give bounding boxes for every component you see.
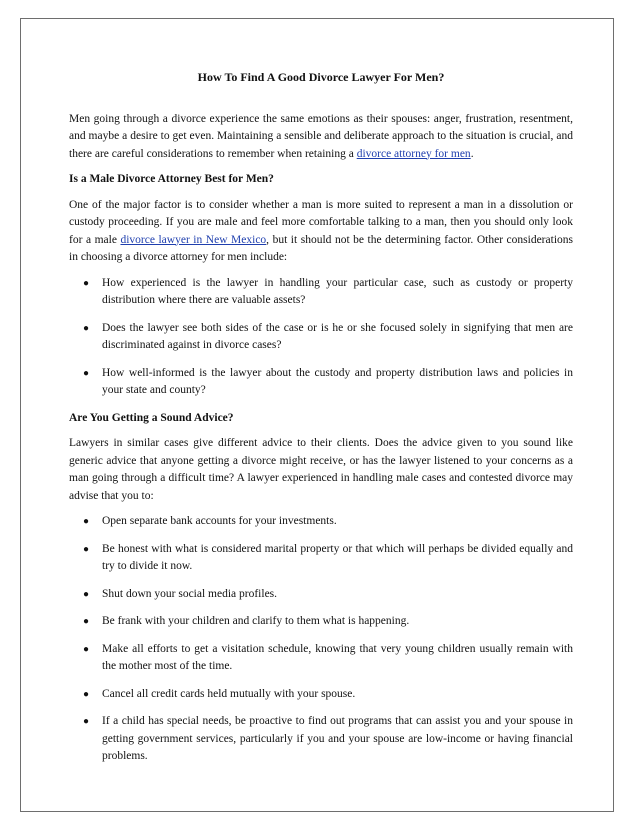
list-item-text: Cancel all credit cards held mutually with your spouse. bbox=[102, 687, 356, 700]
divorce-lawyer-link[interactable]: divorce lawyer in New Mexico bbox=[120, 233, 267, 246]
list-item bbox=[69, 513, 573, 531]
list-item bbox=[69, 320, 573, 355]
list-item-text: Shut down your social media profiles. bbox=[102, 587, 278, 600]
list-item-text: Be honest with what is considered marital property or that which will perhaps be divided equally and try to divide it now. bbox=[102, 542, 573, 572]
list-item-text: If a child has special needs, be proactive to find out programs that can assist you and your spouse in getting government services, particularly if you and your spouse are low-income or having financial problems. bbox=[102, 715, 573, 762]
list-item bbox=[69, 275, 573, 310]
bullet-icon: ● bbox=[83, 688, 90, 700]
section2-heading: Are You Getting a Sound Advice? bbox=[69, 411, 234, 424]
bullet-icon: ● bbox=[83, 716, 90, 727]
intro-text: Men going through a divorce experience the same emotions as their spouses: anger, frustration, resentment, and maybe a desire to get even. Maintaining a sensible and deliberate approach to the situation is crucial, and there are careful considerations to remember when retaining a bbox=[69, 112, 573, 160]
list-item bbox=[69, 613, 573, 631]
section2-bullet-list bbox=[69, 513, 573, 766]
list-item bbox=[69, 586, 573, 604]
section2-paragraph: Lawyers in similar cases give different advice to their clients. Does the advice given to you sound like generic advice that anyone getting a divorce might receive, or has the lawyer listened to your concerns as a man going through a difficult time? A lawyer experienced in handling male cases and contested divorce may advise that you to: bbox=[69, 437, 573, 502]
divorce-attorney-link[interactable]: divorce attorney for men bbox=[356, 147, 471, 160]
bullet-icon: ● bbox=[83, 277, 90, 289]
list-item bbox=[69, 365, 573, 400]
bullet-icon: ● bbox=[83, 367, 90, 379]
section1-paragraph bbox=[69, 197, 573, 267]
list-item bbox=[69, 641, 573, 676]
bullet-icon: ● bbox=[83, 543, 90, 555]
intro-paragraph bbox=[69, 111, 573, 164]
document-title: How To Find A Good Divorce Lawyer For Men? bbox=[197, 70, 445, 84]
list-item bbox=[69, 541, 573, 576]
section1-heading: Is a Male Divorce Attorney Best for Men? bbox=[69, 173, 274, 185]
bullet-icon: ● bbox=[83, 322, 90, 334]
list-item-text: How well-informed is the lawyer about the custody and property distribution laws and policies in your state and county? bbox=[102, 366, 573, 396]
list-item-text: Open separate bank accounts for your investments. bbox=[102, 515, 337, 527]
list-item-text: Be frank with your children and clarify to them what is happening. bbox=[102, 615, 410, 627]
list-item-text: How experienced is the lawyer in handling your particular case, such as custody or property distribution where there are valuable assets? bbox=[102, 276, 573, 306]
intro-tail: . bbox=[470, 147, 474, 160]
bullet-icon: ● bbox=[83, 516, 90, 527]
list-item bbox=[69, 686, 573, 704]
list-item-text: Does the lawyer see both sides of the case or is he or she focused solely in signifying that men are discriminated against in divorce cases? bbox=[102, 321, 573, 351]
bullet-icon: ● bbox=[83, 616, 90, 627]
list-item bbox=[69, 713, 573, 766]
section1-bullet-list bbox=[69, 275, 573, 400]
section1-text-after: , but it should not be the determining factor. Other considerations in choosing a divorce attorney for men include: bbox=[69, 233, 573, 263]
bullet-icon: ● bbox=[83, 588, 90, 600]
list-item-text: Make all efforts to get a visitation schedule, knowing that very young children usually remain with the mother most of the time. bbox=[102, 642, 573, 672]
document-page bbox=[20, 18, 614, 812]
section1-text-before: One of the major factor is to consider whether a man is more suited to represent a man in a dissolution or custody proceeding. If you are male and feel more comfortable talking to a man, then you should only look for a male bbox=[69, 198, 573, 246]
document-content bbox=[69, 69, 573, 776]
bullet-icon: ● bbox=[83, 643, 90, 655]
